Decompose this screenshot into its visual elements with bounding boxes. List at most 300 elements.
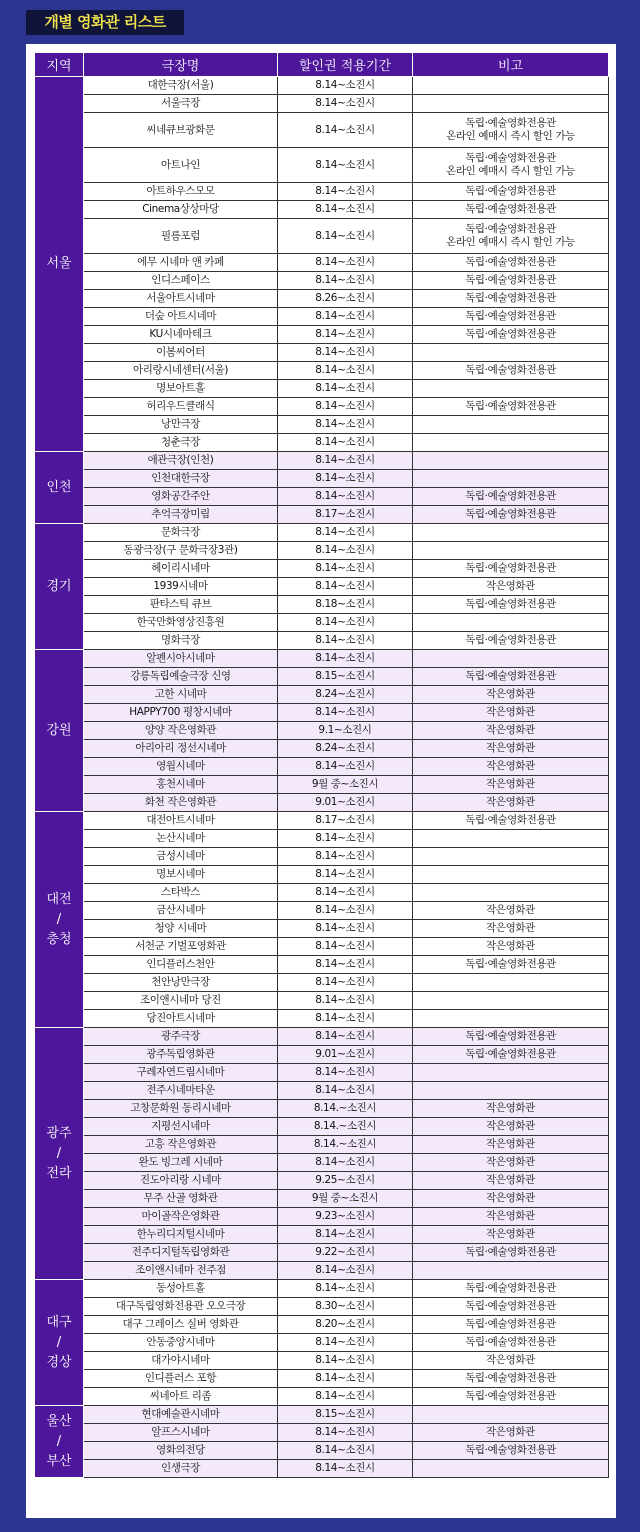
discount-period-cell: 8.14~소진시 (278, 1154, 413, 1172)
remarks-cell: 작은영화관 (413, 740, 609, 758)
header-theater-name: 극장명 (84, 53, 278, 77)
table-row (35, 219, 609, 254)
theater-name-cell: 대가야시네마 (84, 1352, 278, 1370)
discount-period-cell: 8.14~소진시 (278, 452, 413, 470)
discount-period-cell: 8.14~소진시 (278, 884, 413, 902)
theater-name-cell: 광주독립영화관 (84, 1046, 278, 1064)
remarks-cell: 작은영화관 (413, 1100, 609, 1118)
table-row (35, 434, 609, 452)
remarks-cell (413, 434, 609, 452)
remarks-cell (413, 1262, 609, 1280)
remarks-cell: 독립·예술영화전용관 (413, 362, 609, 380)
discount-period-cell: 8.14~소진시 (278, 974, 413, 992)
discount-period-cell: 9.1~소진시 (278, 722, 413, 740)
discount-period-cell: 8.14~소진시 (278, 524, 413, 542)
table-row (35, 830, 609, 848)
table-row (35, 1244, 609, 1262)
remarks-cell: 독립·예술영화전용관 (413, 201, 609, 219)
theater-name-cell: 무주 산골 영화관 (84, 1190, 278, 1208)
discount-period-cell: 8.14.~소진시 (278, 1136, 413, 1154)
table-row (35, 1334, 609, 1352)
discount-period-cell: 8.14~소진시 (278, 542, 413, 560)
theater-name-cell: 광주극장 (84, 1028, 278, 1046)
table-row (35, 398, 609, 416)
table-row (35, 1064, 609, 1082)
remarks-cell (413, 884, 609, 902)
remarks-cell: 독립·예술영화전용관 (413, 560, 609, 578)
table-row (35, 1406, 609, 1424)
discount-period-cell: 8.14~소진시 (278, 1226, 413, 1244)
table-row (35, 794, 609, 812)
theater-name-cell: 홍천시네마 (84, 776, 278, 794)
remarks-cell (413, 614, 609, 632)
remarks-cell (413, 1460, 609, 1478)
discount-period-cell: 8.14~소진시 (278, 434, 413, 452)
theater-name-cell: 아리아리 정선시네마 (84, 740, 278, 758)
discount-period-cell: 8.14~소진시 (278, 704, 413, 722)
table-row (35, 560, 609, 578)
discount-period-cell: 8.14~소진시 (278, 272, 413, 290)
table-row (35, 614, 609, 632)
discount-period-cell: 8.14~소진시 (278, 416, 413, 434)
table-row (35, 1352, 609, 1370)
remarks-cell (413, 866, 609, 884)
theater-name-cell: 1939시네마 (84, 578, 278, 596)
remarks-cell: 작은영화관 (413, 1190, 609, 1208)
remarks-cell: 독립·예술영화전용관 (413, 1388, 609, 1406)
discount-period-cell: 8.14~소진시 (278, 650, 413, 668)
theater-name-cell: 판타스틱 큐브 (84, 596, 278, 614)
discount-period-cell: 8.14~소진시 (278, 1442, 413, 1460)
theater-name-cell: Cinema상상마당 (84, 201, 278, 219)
table-row (35, 920, 609, 938)
table-row (35, 1172, 609, 1190)
remarks-cell: 독립·예술영화전용관 (413, 272, 609, 290)
theater-name-cell: 대구 그레이스 실버 영화관 (84, 1316, 278, 1334)
discount-period-cell: 9.23~소진시 (278, 1208, 413, 1226)
discount-period-cell: 8.14~소진시 (278, 992, 413, 1010)
discount-period-cell: 8.14~소진시 (278, 902, 413, 920)
remarks-cell: 작은영화관 (413, 902, 609, 920)
remarks-cell (413, 380, 609, 398)
remarks-cell: 작은영화관 (413, 938, 609, 956)
table-row (35, 1262, 609, 1280)
discount-period-cell: 8.14~소진시 (278, 113, 413, 148)
theater-name-cell: 영화공간주안 (84, 488, 278, 506)
remarks-cell: 독립·예술영화전용관 (413, 1316, 609, 1334)
remarks-cell (413, 95, 609, 113)
table-row (35, 992, 609, 1010)
theater-name-cell: 서천군 기벌포영화관 (84, 938, 278, 956)
discount-period-cell: 8.14~소진시 (278, 866, 413, 884)
theater-name-cell: 청춘극장 (84, 434, 278, 452)
remarks-cell: 독립·예술영화전용관 (413, 812, 609, 830)
table-row (35, 578, 609, 596)
table-row (35, 1298, 609, 1316)
table-row (35, 1442, 609, 1460)
theater-name-cell: 애관극장(인천) (84, 452, 278, 470)
theater-name-cell: 현대예술관시네마 (84, 1406, 278, 1424)
discount-period-cell: 8.14~소진시 (278, 830, 413, 848)
discount-period-cell: 9월 중~소진시 (278, 776, 413, 794)
remarks-cell: 작은영화관 (413, 722, 609, 740)
remarks-cell (413, 1082, 609, 1100)
discount-period-cell: 8.14~소진시 (278, 1460, 413, 1478)
table-row (35, 470, 609, 488)
table-row (35, 452, 609, 470)
region-cell: 울산 / 부산 (35, 1406, 84, 1478)
table-row (35, 524, 609, 542)
theater-name-cell: 당진아트시네마 (84, 1010, 278, 1028)
remarks-cell: 작은영화관 (413, 578, 609, 596)
table-row (35, 506, 609, 524)
discount-period-cell: 8.14~소진시 (278, 956, 413, 974)
table-row (35, 308, 609, 326)
discount-period-cell: 8.14~소진시 (278, 632, 413, 650)
remarks-cell: 독립·예술영화전용관 (413, 398, 609, 416)
theater-name-cell: 인생극장 (84, 1460, 278, 1478)
remarks-cell: 독립·예술영화전용관 (413, 956, 609, 974)
theater-name-cell: 스타박스 (84, 884, 278, 902)
table-row (35, 1046, 609, 1064)
remarks-cell (413, 830, 609, 848)
discount-period-cell: 8.14~소진시 (278, 95, 413, 113)
remarks-cell: 작은영화관 (413, 776, 609, 794)
theater-name-cell: 아트나인 (84, 148, 278, 183)
remarks-cell: 독립·예술영화전용관 (413, 632, 609, 650)
table-row (35, 380, 609, 398)
remarks-cell: 작은영화관 (413, 1208, 609, 1226)
remarks-cell: 작은영화관 (413, 758, 609, 776)
table-row (35, 183, 609, 201)
remarks-cell: 독립·예술영화전용관 (413, 1370, 609, 1388)
discount-period-cell: 8.14~소진시 (278, 1424, 413, 1442)
discount-period-cell: 8.14~소진시 (278, 560, 413, 578)
remarks-cell: 독립·예술영화전용관 (413, 326, 609, 344)
remarks-cell (413, 452, 609, 470)
theater-name-cell: HAPPY700 평창시네마 (84, 704, 278, 722)
theater-name-cell: 더숲 아트시네마 (84, 308, 278, 326)
theater-name-cell: 지평선시네마 (84, 1118, 278, 1136)
remarks-cell: 작은영화관 (413, 1118, 609, 1136)
theater-name-cell: 에무 시네마 앤 카페 (84, 254, 278, 272)
table-row (35, 956, 609, 974)
remarks-cell: 독립·예술영화전용관 (413, 1046, 609, 1064)
table-row (35, 542, 609, 560)
table-row (35, 1460, 609, 1478)
discount-period-cell: 8.14~소진시 (278, 470, 413, 488)
remarks-cell: 독립·예술영화전용관 온라인 예매시 즉시 할인 가능 (413, 219, 609, 254)
theater-name-cell: 아리랑시네센터(서울) (84, 362, 278, 380)
remarks-cell: 작은영화관 (413, 1154, 609, 1172)
discount-period-cell: 8.14.~소진시 (278, 1100, 413, 1118)
remarks-cell: 독립·예술영화전용관 (413, 1244, 609, 1262)
theater-name-cell: 영월시네마 (84, 758, 278, 776)
remarks-cell (413, 974, 609, 992)
discount-period-cell: 8.18~소진시 (278, 596, 413, 614)
region-cell: 경기 (35, 524, 84, 650)
remarks-cell (413, 344, 609, 362)
theater-list-panel (26, 44, 616, 1518)
discount-period-cell: 8.14~소진시 (278, 1082, 413, 1100)
discount-period-cell: 9.25~소진시 (278, 1172, 413, 1190)
table-row (35, 1226, 609, 1244)
remarks-cell (413, 542, 609, 560)
table-row (35, 650, 609, 668)
discount-period-cell: 8.14~소진시 (278, 398, 413, 416)
theater-name-cell: 낭만극장 (84, 416, 278, 434)
theater-name-cell: 마이골작은영화관 (84, 1208, 278, 1226)
remarks-cell: 독립·예술영화전용관 (413, 308, 609, 326)
table-row (35, 148, 609, 183)
remarks-cell: 독립·예술영화전용관 (413, 506, 609, 524)
remarks-cell: 독립·예술영화전용관 (413, 488, 609, 506)
region-cell: 광주 / 전라 (35, 1028, 84, 1280)
theater-name-cell: 동성아트홀 (84, 1280, 278, 1298)
remarks-cell: 독립·예술영화전용관 온라인 예매시 즉시 할인 가능 (413, 148, 609, 183)
region-cell: 인천 (35, 452, 84, 524)
theater-name-cell: 조이앤시네마 전주점 (84, 1262, 278, 1280)
discount-period-cell: 8.14~소진시 (278, 183, 413, 201)
discount-period-cell: 8.14~소진시 (278, 201, 413, 219)
theater-name-cell: 인천대한극장 (84, 470, 278, 488)
table-row (35, 776, 609, 794)
remarks-cell: 작은영화관 (413, 1424, 609, 1442)
remarks-cell (413, 1406, 609, 1424)
remarks-cell (413, 470, 609, 488)
table-row (35, 290, 609, 308)
theater-table (34, 52, 609, 1478)
discount-period-cell: 8.14~소진시 (278, 219, 413, 254)
discount-period-cell: 8.14~소진시 (278, 148, 413, 183)
discount-period-cell: 8.14~소진시 (278, 920, 413, 938)
theater-name-cell: 완도 빙그레 시네마 (84, 1154, 278, 1172)
table-row (35, 1424, 609, 1442)
remarks-cell: 독립·예술영화전용관 온라인 예매시 즉시 할인 가능 (413, 113, 609, 148)
discount-period-cell: 8.14~소진시 (278, 758, 413, 776)
table-row (35, 488, 609, 506)
discount-period-cell: 9.01~소진시 (278, 1046, 413, 1064)
discount-period-cell: 8.15~소진시 (278, 1406, 413, 1424)
theater-name-cell: 구례자연드림시네마 (84, 1064, 278, 1082)
theater-table-body (35, 77, 609, 1478)
table-row (35, 1010, 609, 1028)
remarks-cell: 독립·예술영화전용관 (413, 668, 609, 686)
discount-period-cell: 8.14~소진시 (278, 578, 413, 596)
discount-period-cell: 8.24~소진시 (278, 686, 413, 704)
table-row (35, 632, 609, 650)
remarks-cell: 독립·예술영화전용관 (413, 1280, 609, 1298)
theater-name-cell: 인디스페이스 (84, 272, 278, 290)
table-row (35, 95, 609, 113)
theater-name-cell: 추억극장미림 (84, 506, 278, 524)
discount-period-cell: 8.17~소진시 (278, 812, 413, 830)
theater-name-cell: 알프스시네마 (84, 1424, 278, 1442)
discount-period-cell: 8.14~소진시 (278, 1370, 413, 1388)
header-region: 지역 (35, 53, 84, 77)
table-row (35, 1028, 609, 1046)
table-row (35, 1208, 609, 1226)
discount-period-cell: 8.14~소진시 (278, 254, 413, 272)
discount-period-cell: 8.26~소진시 (278, 290, 413, 308)
discount-period-cell: 8.15~소진시 (278, 668, 413, 686)
discount-period-cell: 8.14~소진시 (278, 380, 413, 398)
remarks-cell: 작은영화관 (413, 920, 609, 938)
remarks-cell: 독립·예술영화전용관 (413, 1028, 609, 1046)
discount-period-cell: 8.14~소진시 (278, 326, 413, 344)
theater-name-cell: 이봄씨어터 (84, 344, 278, 362)
region-cell: 강원 (35, 650, 84, 812)
table-row (35, 686, 609, 704)
theater-name-cell: 한누리디지털시네마 (84, 1226, 278, 1244)
discount-period-cell: 8.20~소진시 (278, 1316, 413, 1334)
remarks-cell: 독립·예술영화전용관 (413, 1442, 609, 1460)
discount-period-cell: 8.14~소진시 (278, 1334, 413, 1352)
discount-period-cell: 8.14~소진시 (278, 1064, 413, 1082)
remarks-cell (413, 416, 609, 434)
discount-period-cell: 8.14~소진시 (278, 362, 413, 380)
theater-name-cell: 금산시네마 (84, 902, 278, 920)
theater-name-cell: 영화의전당 (84, 1442, 278, 1460)
table-row (35, 1136, 609, 1154)
table-row (35, 77, 609, 95)
theater-name-cell: 서울극장 (84, 95, 278, 113)
remarks-cell: 독립·예술영화전용관 (413, 1298, 609, 1316)
theater-name-cell: 전주디지털독립영화관 (84, 1244, 278, 1262)
remarks-cell: 작은영화관 (413, 794, 609, 812)
theater-name-cell: 대구독립영화전용관 오오극장 (84, 1298, 278, 1316)
theater-name-cell: 필름포럼 (84, 219, 278, 254)
table-row (35, 326, 609, 344)
table-row (35, 1154, 609, 1172)
theater-name-cell: 전주시네마타운 (84, 1082, 278, 1100)
discount-period-cell: 8.14~소진시 (278, 938, 413, 956)
theater-name-cell: 안동중앙시네마 (84, 1334, 278, 1352)
region-cell: 대전 / 충청 (35, 812, 84, 1028)
table-row (35, 1190, 609, 1208)
theater-name-cell: 고한 시네마 (84, 686, 278, 704)
discount-period-cell: 8.14~소진시 (278, 848, 413, 866)
remarks-cell: 작은영화관 (413, 1226, 609, 1244)
theater-name-cell: 화천 작은영화관 (84, 794, 278, 812)
remarks-cell: 독립·예술영화전용관 (413, 1334, 609, 1352)
theater-name-cell: 진도아리랑 시네마 (84, 1172, 278, 1190)
table-row (35, 974, 609, 992)
theater-name-cell: 씨네큐브광화문 (84, 113, 278, 148)
theater-name-cell: 헤이리시네마 (84, 560, 278, 578)
theater-name-cell: 인디플러스 포항 (84, 1370, 278, 1388)
discount-period-cell: 8.24~소진시 (278, 740, 413, 758)
discount-period-cell: 8.17~소진시 (278, 506, 413, 524)
table-header-row (35, 53, 609, 77)
table-row (35, 1118, 609, 1136)
header-remarks: 비고 (413, 53, 609, 77)
page-title: 개별 영화관 리스트 (26, 10, 184, 35)
discount-period-cell: 9월 중~소진시 (278, 1190, 413, 1208)
table-row (35, 722, 609, 740)
table-row (35, 758, 609, 776)
remarks-cell: 작은영화관 (413, 704, 609, 722)
discount-period-cell: 8.14~소진시 (278, 1280, 413, 1298)
table-row (35, 1370, 609, 1388)
table-row (35, 416, 609, 434)
header-discount-period: 할인권 적용기간 (278, 53, 413, 77)
theater-name-cell: 양양 작은영화관 (84, 722, 278, 740)
table-row (35, 201, 609, 219)
theater-name-cell: 고흥 작은영화관 (84, 1136, 278, 1154)
discount-period-cell: 8.14~소진시 (278, 1028, 413, 1046)
theater-name-cell: 알펜시아시네마 (84, 650, 278, 668)
table-row (35, 884, 609, 902)
theater-name-cell: 대전아트시네마 (84, 812, 278, 830)
discount-period-cell: 8.14~소진시 (278, 1388, 413, 1406)
table-row (35, 848, 609, 866)
theater-name-cell: 금성시네마 (84, 848, 278, 866)
table-row (35, 1316, 609, 1334)
discount-period-cell: 8.14~소진시 (278, 308, 413, 326)
remarks-cell (413, 524, 609, 542)
table-row (35, 1082, 609, 1100)
table-row (35, 902, 609, 920)
theater-name-cell: 허리우드클래식 (84, 398, 278, 416)
remarks-cell: 작은영화관 (413, 686, 609, 704)
theater-name-cell: 서울아트시네마 (84, 290, 278, 308)
theater-name-cell: 씨네아트 리좀 (84, 1388, 278, 1406)
theater-name-cell: 문화극장 (84, 524, 278, 542)
discount-period-cell: 8.14~소진시 (278, 344, 413, 362)
theater-name-cell: 아트하우스모모 (84, 183, 278, 201)
theater-name-cell: 청양 시네마 (84, 920, 278, 938)
remarks-cell: 독립·예술영화전용관 (413, 254, 609, 272)
remarks-cell (413, 992, 609, 1010)
theater-name-cell: 대한극장(서울) (84, 77, 278, 95)
discount-period-cell: 8.14~소진시 (278, 488, 413, 506)
table-row (35, 812, 609, 830)
theater-name-cell: KU시네마테크 (84, 326, 278, 344)
theater-name-cell: 한국만화영상진흥원 (84, 614, 278, 632)
table-row (35, 938, 609, 956)
region-cell: 서울 (35, 77, 84, 452)
table-row (35, 1100, 609, 1118)
remarks-cell: 작은영화관 (413, 1136, 609, 1154)
table-row (35, 866, 609, 884)
table-row (35, 272, 609, 290)
remarks-cell (413, 1010, 609, 1028)
table-row (35, 740, 609, 758)
table-row (35, 254, 609, 272)
theater-name-cell: 천안낭만극장 (84, 974, 278, 992)
discount-period-cell: 9.01~소진시 (278, 794, 413, 812)
theater-name-cell: 명보아트홀 (84, 380, 278, 398)
theater-name-cell: 명보시네마 (84, 866, 278, 884)
theater-name-cell: 동광극장(구 문화극장3관) (84, 542, 278, 560)
discount-period-cell: 8.14.~소진시 (278, 1118, 413, 1136)
remarks-cell: 작은영화관 (413, 1352, 609, 1370)
theater-name-cell: 강릉독립예술극장 신영 (84, 668, 278, 686)
table-row (35, 362, 609, 380)
region-cell: 대구 / 경상 (35, 1280, 84, 1406)
table-row (35, 1280, 609, 1298)
discount-period-cell: 8.14~소진시 (278, 614, 413, 632)
theater-name-cell: 논산시네마 (84, 830, 278, 848)
remarks-cell: 독립·예술영화전용관 (413, 183, 609, 201)
discount-period-cell: 8.14~소진시 (278, 1010, 413, 1028)
table-row (35, 668, 609, 686)
remarks-cell (413, 1064, 609, 1082)
theater-name-cell: 인디플러스천안 (84, 956, 278, 974)
remarks-cell (413, 77, 609, 95)
remarks-cell (413, 650, 609, 668)
